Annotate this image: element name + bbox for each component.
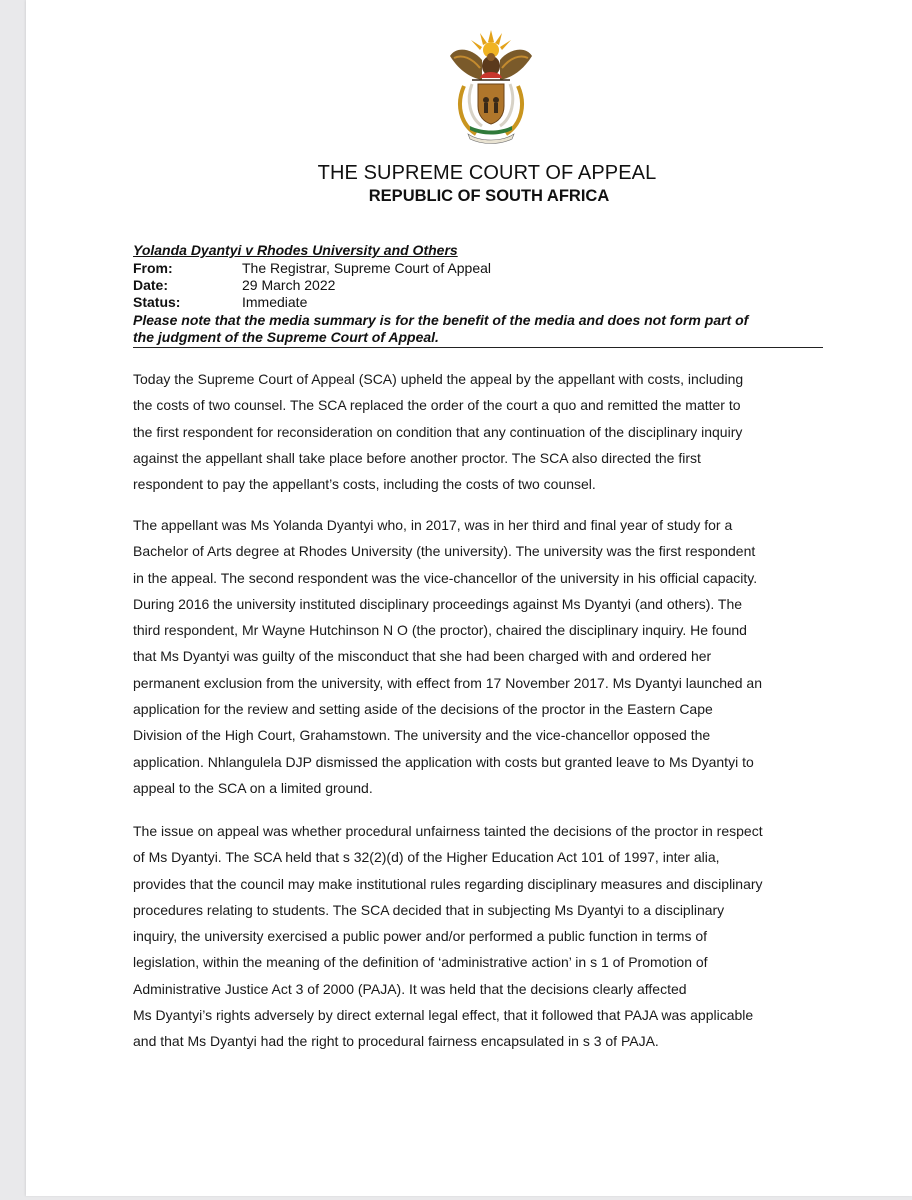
paragraph-line: Today the Supreme Court of Appeal (SCA) upheld the appeal by the appellant with costs, including xyxy=(133,371,744,387)
meta-date-label: Date: xyxy=(133,277,169,293)
meta-from-label: From: xyxy=(133,260,173,276)
meta-status xyxy=(133,294,307,310)
coat-of-arms-icon xyxy=(442,26,540,144)
media-notice-line: Please note that the media summary is for the benefit of the media and does not form part of xyxy=(133,312,749,328)
meta-status-value: Immediate xyxy=(242,294,308,310)
paragraph-3 xyxy=(133,818,815,1055)
paragraph-line: The issue on appeal was whether procedural unfairness tainted the decisions of the proctor in respect xyxy=(133,823,763,839)
paragraph-line: permanent exclusion from the university, with effect from 17 November 2017. Ms Dyantyi launched an xyxy=(133,674,763,691)
paragraph-line: respondent to pay the appellant’s costs, including the costs of two counsel. xyxy=(133,476,596,493)
paragraph-2 xyxy=(133,512,815,801)
paragraph-line: inquiry, the university exercised a public power and/or performed a public function in terms of xyxy=(133,928,708,945)
meta-status-label: Status: xyxy=(133,294,181,310)
paragraph-line: in the appeal. The second respondent was the vice-chancellor of the university in his official capacity. xyxy=(133,569,758,586)
paragraph-line: and that Ms Dyantyi had the right to procedural fairness encapsulated in s 3 of PAJA. xyxy=(133,1033,659,1050)
document-page xyxy=(26,0,912,1196)
paragraph-line: application. Nhlangulela DJP dismissed the application with costs but granted leave to Ms Dyantyi to xyxy=(133,753,754,770)
paragraph-line: the costs of two counsel. The SCA replaced the order of the court a quo and remitted the matter to xyxy=(133,397,741,414)
court-title: THE SUPREME COURT OF APPEAL xyxy=(317,162,657,184)
paragraph-line: provides that the council may make institutional rules regarding disciplinary measures and disciplinary xyxy=(133,875,763,892)
meta-date xyxy=(133,277,335,293)
media-notice xyxy=(133,312,823,346)
paragraph-line: procedures relating to students. The SCA decided that in subjecting Ms Dyantyi to a disciplinary xyxy=(133,901,725,918)
paragraph-line: that Ms Dyantyi was guilty of the misconduct that she had been charged with and ordered her xyxy=(133,648,712,665)
paragraph-line: of Ms Dyantyi. The SCA held that s 32(2)(d) of the Higher Education Act 101 of 1997, inter alia, xyxy=(133,849,720,866)
paragraph-line: the first respondent for reconsideration on condition that any continuation of the disciplinary inquiry xyxy=(133,423,743,440)
paragraph-line: legislation, within the meaning of the definition of ‘administrative action’ in s 1 of Promotion of xyxy=(133,954,708,971)
paragraph-line: against the appellant shall take place before another proctor. The SCA also directed the first xyxy=(133,449,701,466)
paragraph-line: third respondent, Mr Wayne Hutchinson N O (the proctor), chaired the disciplinary inquiry. He found xyxy=(133,622,747,639)
paragraph-line: appeal to the SCA on a limited ground. xyxy=(133,779,373,796)
meta-date-value: 29 March 2022 xyxy=(242,277,336,293)
paragraph-line: Bachelor of Arts degree at Rhodes University (the university). The university was the first respondent xyxy=(133,543,756,560)
paragraph-line: Ms Dyantyi’s rights adversely by direct external legal effect, that it followed that PAJA was applicable xyxy=(133,1007,754,1024)
media-notice-line: the judgment of the Supreme Court of Appeal. xyxy=(133,329,439,345)
paragraph-line: application for the review and setting aside of the decisions of the proctor in the Eastern Cape xyxy=(133,701,713,718)
country-subtitle: REPUBLIC OF SOUTH AFRICA xyxy=(368,187,610,205)
meta-from xyxy=(133,260,491,276)
header-divider xyxy=(133,347,823,348)
case-title: Yolanda Dyantyi v Rhodes University and Others xyxy=(133,242,458,258)
paragraph-1 xyxy=(133,366,815,497)
paragraph-line: Division of the High Court, Grahamstown. The university and the vice-chancellor opposed the xyxy=(133,727,711,744)
paragraph-line: During 2016 the university instituted disciplinary proceedings against Ms Dyantyi (and others). The xyxy=(133,595,743,612)
paragraph-line: Administrative Justice Act 3 of 2000 (PAJA). It was held that the decisions clearly affected xyxy=(133,980,687,997)
paragraph-line: The appellant was Ms Yolanda Dyantyi who, in 2017, was in her third and final year of study for a xyxy=(133,517,733,533)
meta-from-value: The Registrar, Supreme Court of Appeal xyxy=(242,260,492,276)
